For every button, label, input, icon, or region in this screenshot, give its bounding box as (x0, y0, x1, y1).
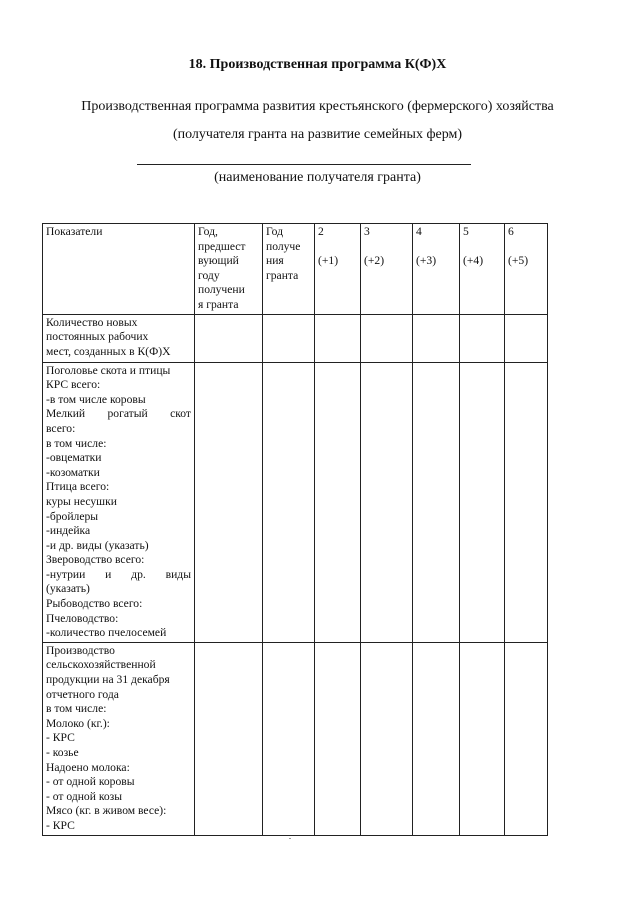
section-title: 18. Производственная программа К(Ф)Х (188, 57, 447, 72)
header-line: получени (198, 283, 245, 297)
indicator-line: Рыбоводство всего: (46, 597, 143, 611)
year-number: 3 (364, 225, 370, 238)
header-line: ния (266, 254, 284, 268)
value-cell[interactable] (263, 362, 315, 642)
value-cell[interactable] (505, 642, 548, 835)
value-cell[interactable] (413, 314, 460, 362)
indicator-line: Производство (46, 643, 115, 657)
header-grant-year (263, 224, 315, 315)
year-offset: (+5) (508, 253, 529, 267)
table-header-row (43, 224, 548, 315)
indicator-cell-production (43, 642, 195, 835)
year-offset: (+3) (416, 253, 437, 267)
header-line: я гранта (198, 297, 239, 311)
header-year-5 (460, 224, 505, 315)
value-cell[interactable] (315, 362, 361, 642)
indicator-line: -овцематки (46, 451, 102, 465)
indicator-line: Мелкий рогатый скот (46, 407, 191, 421)
indicator-line: постоянных рабочих (46, 330, 149, 344)
indicator-cell-new-jobs (43, 314, 195, 362)
indicator-line: Птица всего: (46, 480, 110, 494)
header-line: гранта (266, 268, 299, 282)
value-cell[interactable] (505, 314, 548, 362)
scan-speck (289, 838, 291, 839)
indicator-line: -бройлеры (46, 509, 99, 523)
value-cell[interactable] (263, 642, 315, 835)
value-cell[interactable] (413, 642, 460, 835)
indicator-line: Звероводство всего: (46, 553, 145, 567)
value-cell[interactable] (195, 362, 263, 642)
indicator-line: -в том числе коровы (46, 392, 146, 406)
indicator-line: Пчеловодство: (46, 611, 119, 625)
header-year-6 (505, 224, 548, 315)
year-number: 6 (508, 225, 514, 238)
indicator-line: КРС всего: (46, 378, 101, 392)
header-line: году (198, 268, 220, 282)
program-subtitle-note: (получателя гранта на развитие семейных ферм) (172, 127, 463, 142)
grantee-name-line[interactable] (137, 164, 471, 165)
indicator-line: - КРС (46, 818, 75, 832)
year-number: 4 (416, 225, 422, 238)
indicator-line: - козье (46, 746, 79, 759)
value-cell[interactable] (195, 642, 263, 835)
indicator-line: - от одной коровы (46, 775, 135, 789)
indicator-line: Количество новых (46, 315, 138, 329)
year-number: 5 (463, 225, 469, 238)
value-cell[interactable] (505, 362, 548, 642)
indicator-line: мест, созданных в К(Ф)Х (46, 344, 171, 358)
indicator-line: Мясо (кг. в живом весе): (46, 804, 167, 818)
indicator-line: отчетного года (46, 687, 119, 701)
indicator-line: сельскохозяйственной (46, 658, 156, 672)
indicator-line: куры несушки (46, 494, 117, 508)
header-line: вующий (198, 254, 239, 268)
program-subtitle: Производственная программа развития крестьянского (фермерского) хозяйства (81, 99, 554, 114)
table-row (43, 362, 548, 642)
header-line: Год (266, 225, 284, 238)
header-previous-year (195, 224, 263, 315)
indicator-cell-livestock (43, 362, 195, 642)
indicator-line: Поголовье скота и птицы (46, 363, 171, 377)
value-cell[interactable] (361, 314, 413, 362)
header-year-2 (315, 224, 361, 315)
indicator-line: в том числе: (46, 702, 107, 716)
value-cell[interactable] (460, 362, 505, 642)
table-row (43, 642, 548, 835)
header-year-4 (413, 224, 460, 315)
indicator-line: в том числе: (46, 436, 107, 450)
indicator-line: (указать) (46, 582, 90, 596)
value-cell[interactable] (361, 642, 413, 835)
table-row (43, 314, 548, 362)
indicator-line: -нутрии и др. виды (46, 567, 191, 581)
header-indicators: Показатели (43, 224, 195, 315)
header-line: Год, (198, 225, 218, 238)
value-cell[interactable] (361, 362, 413, 642)
indicator-line: -количество пчелосемей (46, 626, 167, 640)
value-cell[interactable] (460, 314, 505, 362)
header-line: получе (266, 239, 301, 253)
year-number: 2 (318, 225, 324, 238)
year-offset: (+4) (463, 253, 484, 267)
indicator-line: всего: (46, 421, 76, 435)
header-line: предшест (198, 239, 246, 253)
indicator-line: - КРС (46, 731, 75, 745)
year-offset: (+2) (364, 253, 385, 267)
header-year-3 (361, 224, 413, 315)
value-cell[interactable] (413, 362, 460, 642)
year-offset: (+1) (318, 253, 339, 267)
grantee-name-caption: (наименование получателя гранта) (214, 170, 421, 185)
value-cell[interactable] (263, 314, 315, 362)
value-cell[interactable] (460, 642, 505, 835)
value-cell[interactable] (195, 314, 263, 362)
indicator-line: Молоко (кг.): (46, 716, 110, 730)
indicator-line: - от одной козы (46, 789, 123, 803)
indicator-line: -индейка (46, 524, 91, 538)
indicator-line: -козоматки (46, 465, 100, 479)
value-cell[interactable] (315, 642, 361, 835)
production-program-table (42, 223, 548, 836)
indicator-line: Надоено молока: (46, 760, 130, 774)
indicator-line: продукции на 31 декабря (46, 673, 170, 687)
value-cell[interactable] (315, 314, 361, 362)
indicator-line: -и др. виды (указать) (46, 538, 149, 552)
